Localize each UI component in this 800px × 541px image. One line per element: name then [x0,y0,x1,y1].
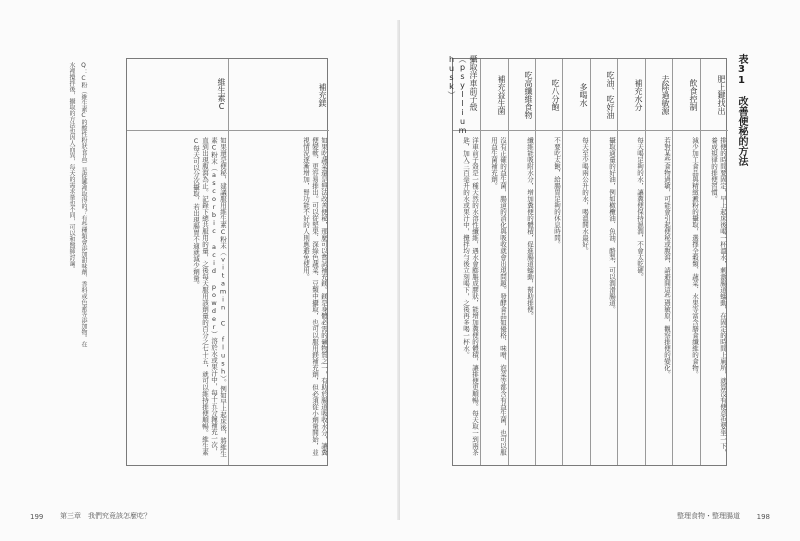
side-note-2: 水裡攪拌後，攝取的方法也因人而異，每天的需求量也不同，可以和醫師討論。 [68,62,75,272]
col-heading: 飲食控制 [673,59,700,131]
right-table-col-10 [447,54,480,465]
col-heading: 多喝水 [563,59,590,131]
col-body-text: 洋車前子殼是一種天然的水溶性纖維，遇水會膨脹成膠狀，能增加糞便的體積，讓排便更順暢。每天取一到兩茶匙，加入三百毫升的水或果汁中，攪拌均勻後立刻喝下，之後再多喝一杯水。 [462,137,479,456]
col-body-text: 每天至少喝兩公升的水，喝溫開水最好。 [581,137,589,254]
right-table-col-5 [590,59,617,465]
col-body-text: 如果還是便秘，建議服用維生素C粉末（vitamin C flush）。例如早上起床後，將維生素C粉末（ascorbic acid powder）溶於水或果汁中，每十五分鐘補充一次，直到出現腹瀉為止。記錄下總共服用的量，之後每天服用該劑量的百分之七十五，就可以維持排便順暢。維生素C每天可以分次攝取，若出現腸胃不適就減少劑量。 [192,137,227,457]
col-heading: 維生素C [127,59,228,131]
right-table-col-9 [480,59,508,465]
page-number: 198 [756,513,770,521]
col-heading: 補充益生菌 [481,59,508,131]
running-header: 整理食物・整理腸道 [677,512,740,520]
col-body-text: 排便的時間要固定，早上起床後喝一杯溫水，刺激腸道蠕動，在固定的時間上廁所，就算沒有便意也要坐一下，養成規律的排便習慣。 [710,137,727,456]
col-body-text: 攝取適量的好油，例如橄欖油、魚油、酪梨，可以潤滑腸道。 [608,137,616,313]
col-body-text: 減少加工食品與精緻澱粉的攝取，選擇全穀類、蔬菜、水果等富含膳食纖維的食物。 [691,137,699,378]
right-table-col-1 [700,59,728,465]
col-body-text: 纖維能吸附水分，增加糞便的體積，促進腸道蠕動，幫助排便。 [526,137,534,319]
col-heading: 吃八分飽 [536,59,562,131]
right-table-col-6 [562,59,590,465]
left-table-col-magnesium [228,59,329,465]
col-heading: 吃高纖維食物 [509,59,535,131]
table-title: 表31 改善便秘的方法 [736,54,747,166]
side-note-1: Q：C粉（維生素C的酸性粉狀食品）是從哪裡取得的？有些種類會添加甜味劑、香料或色素等添加物。在 [80,62,87,347]
col-body-text: 若對某些食物過敏，可能會引起便秘或腹瀉，請避開這些過敏原，觀察排便的變化。 [663,137,671,378]
col-heading: 肥上鍵找出 [701,59,728,131]
col-body-text: 每天喝足夠的水，讓糞便保持濕潤，不會太乾硬。 [636,137,644,280]
left-table-col-vitamin-c [127,59,228,465]
col-body-text: 沒有正確的益生菌，腸道的消化與吸收就會出現問題。發酵食品如優格、味噌、泡菜等都含有益生菌，也可以服用益生菌補充劑。 [490,137,507,456]
col-heading: 攝取洋車前子殼（psyllium husk） [447,54,478,135]
col-body-text: 不要吃太飽，給腸胃足夠的休息時間。 [553,137,561,248]
right-table-col-4 [617,59,645,465]
col-heading: 吃油、吃好油 [591,59,617,131]
col-heading: 補充水分 [618,59,645,131]
right-table [447,54,727,466]
left-table [126,58,328,466]
col-heading: 補充鎂 [229,59,329,131]
page-number: 199 [30,513,44,521]
col-heading: 去除過敏源 [646,59,672,131]
running-header: 第三章 我們究竟該怎麼吃？ [60,512,151,520]
col-body-text: 如果吃蔬菜還是無法改善便秘，那麼可以嘗試補充鎂。鎂是身體必需的礦物質之一，有助於腸道吸收水分，讓糞便變軟、更容易排出。可以從堅果、深綠色蔬菜、豆類中攝取，也可以服用鎂補充劑，但必須從小劑量開始，並視情況逐漸增加，腎功能不好的人則應避免使用。 [302,137,328,456]
right-table-col-7 [535,59,562,465]
right-page [400,0,800,541]
right-table-col-2 [672,59,700,465]
right-table-col-8 [508,59,535,465]
right-table-col-3 [645,59,672,465]
